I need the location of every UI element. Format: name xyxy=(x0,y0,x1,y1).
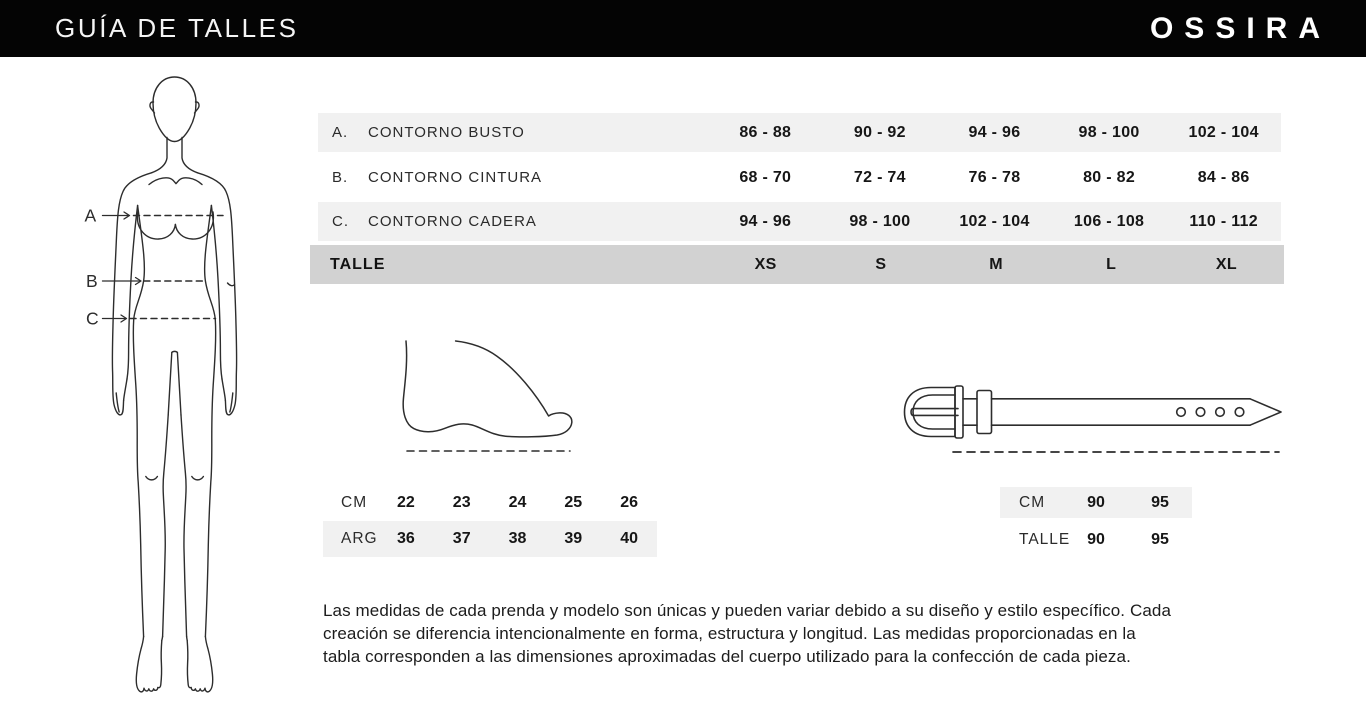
foot-illustration xyxy=(400,339,580,457)
belt-illustration xyxy=(898,381,1290,461)
body-figure-illustration xyxy=(83,62,285,722)
cell-value: 72 - 74 xyxy=(853,168,906,186)
cell-value: 90 - 92 xyxy=(853,123,906,141)
row-label-text: CM xyxy=(1019,493,1046,511)
cell-value: 98 - 100 xyxy=(849,212,911,230)
cell-value: 94 - 96 xyxy=(739,212,792,230)
cell-value: 25 xyxy=(564,493,583,511)
bust-label: A xyxy=(84,205,98,226)
row-label-text: CONTORNO BUSTO xyxy=(368,124,525,141)
figure-head xyxy=(153,77,196,142)
row-label-text: TALLE xyxy=(330,255,386,273)
size-table-row-talle xyxy=(310,245,1284,284)
note-line: creación se diferencia intencionalmente en forma, estructura y longitud. Las medidas proporcionadas en la xyxy=(323,624,1136,643)
belt-size-row-cm xyxy=(1000,487,1192,518)
row-prefix: C. xyxy=(332,213,349,230)
size-xs: XS xyxy=(754,255,777,273)
shoe-size-row-arg xyxy=(323,521,657,557)
belt-keeper xyxy=(977,391,992,434)
row-label-text: CONTORNO CADERA xyxy=(368,213,537,230)
cell-value: 102 - 104 xyxy=(1188,123,1259,141)
cell-value: 23 xyxy=(452,493,471,511)
row-prefix: A. xyxy=(332,124,349,141)
cell-value: 106 - 108 xyxy=(1073,212,1145,230)
row-label-text: TALLE xyxy=(1019,530,1071,548)
row-label xyxy=(318,213,708,230)
belt-prong xyxy=(911,409,958,416)
size-table-row-bust xyxy=(318,113,1281,152)
cell-value: 37 xyxy=(452,530,471,547)
brand-logo: OSSIRA xyxy=(1149,11,1331,45)
cell-value: 22 xyxy=(397,493,415,511)
row-label-text: ARG xyxy=(341,530,378,547)
note-line: Las medidas de cada prenda y modelo son únicas y pueden variar debido a su diseño y estilo específico. Cada xyxy=(323,601,1171,620)
size-s: S xyxy=(875,255,887,273)
belt-tip xyxy=(1250,399,1281,425)
cell-value: 24 xyxy=(508,493,527,511)
cell-value: 80 - 82 xyxy=(1083,168,1136,186)
size-table-row-hip xyxy=(318,202,1281,241)
cell-value: 95 xyxy=(1151,493,1169,511)
cell-value: 26 xyxy=(620,493,638,511)
cell-value: 36 xyxy=(397,530,415,547)
waist-label: B xyxy=(86,271,99,291)
hip-label: C xyxy=(86,308,100,329)
size-l: L xyxy=(1106,255,1117,273)
cell-value: 110 - 112 xyxy=(1189,212,1258,230)
size-m: M xyxy=(989,255,1003,273)
cell-value: 94 - 96 xyxy=(968,123,1021,141)
size-xl: XL xyxy=(1215,255,1237,273)
cell-value: 86 - 88 xyxy=(739,123,792,141)
row-label xyxy=(318,124,708,141)
cell-value: 102 - 104 xyxy=(959,212,1030,230)
note-line: tabla corresponden a las dimensiones aproximadas del cuerpo utilizado para la confección de cada pieza. xyxy=(323,647,1131,666)
cell-value: 39 xyxy=(564,530,583,547)
cell-value: 95 xyxy=(1151,530,1169,548)
cell-value: 90 xyxy=(1087,493,1105,511)
cell-value: 40 xyxy=(620,530,638,547)
row-label-text: CONTORNO CINTURA xyxy=(368,169,543,186)
row-label xyxy=(318,169,708,186)
cell-value: 90 xyxy=(1087,530,1105,548)
size-note xyxy=(323,599,1283,668)
row-prefix: B. xyxy=(332,169,349,186)
cell-value: 84 - 86 xyxy=(1197,168,1250,186)
cell-value: 68 - 70 xyxy=(739,168,792,186)
cell-value: 76 - 78 xyxy=(968,168,1021,186)
row-label-text: CM xyxy=(341,493,368,511)
belt-size-row-talle xyxy=(1000,524,1192,555)
cell-value: 98 - 100 xyxy=(1078,123,1140,141)
cell-value: 38 xyxy=(508,530,527,547)
page-title: GUÍA DE TALLES xyxy=(55,13,299,43)
size-table-row-waist xyxy=(318,158,1281,197)
header xyxy=(0,0,1366,57)
shoe-size-row-cm xyxy=(323,487,657,518)
